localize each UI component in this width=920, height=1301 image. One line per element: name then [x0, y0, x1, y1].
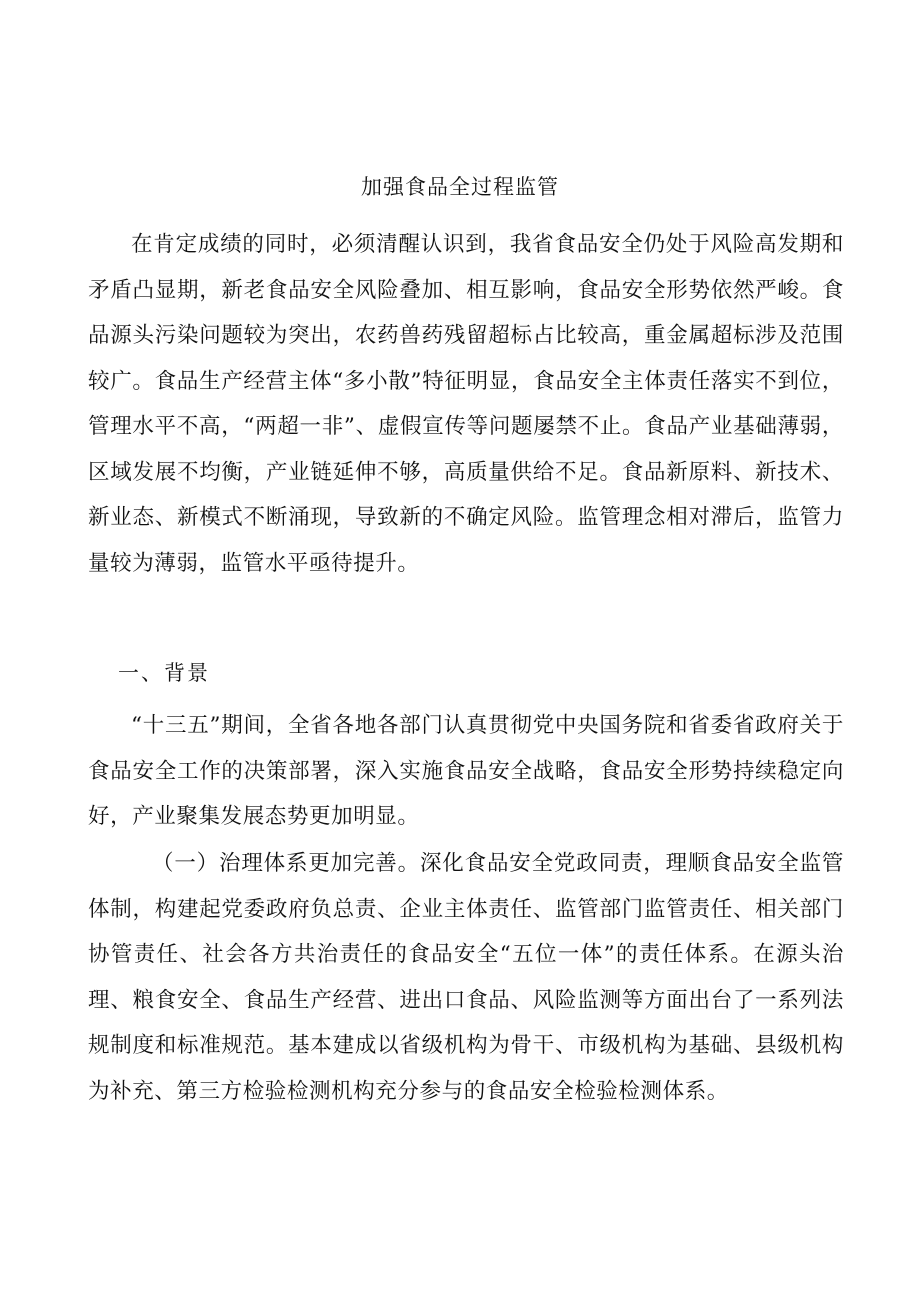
paragraph-background: “十三五”期间，全省各地各部门认真贯彻党中央国务院和省委省政府关于食品安全工作的决策部署，深入实施食品安全战略，食品安全形势持续稳定向好，产业聚集发展态势更加明显。 — [88, 713, 844, 829]
section-heading-background: 一、背景 — [118, 661, 210, 685]
paragraph-risk-situation: 在肯定成绩的同时，必须清醒认识到，我省食品安全仍处于风险高发期和矛盾凸显期，新老食品安全风险叠加、相互影响，食品安全形势依然严峻。食品源头污染问题较为突出，农药兽药残留超标占比较高，重金属超标涉及范围较广。食品生产经营主体“多小散”特征明显，食品安全主体责任落实不到位，管理水平不高，“两超一非”、虚假宣传等问题屡禁不止。食品产业基础薄弱，区域发展不均衡，产业链延伸不够，高质量供给不足。食品新原料、新技术、新业态、新模式不断涌现，导致新的不确定风险。监管理念相对滞后，监管力量较为薄弱，监管水平亟待提升。 — [88, 232, 844, 576]
paragraph-governance-system: （一）治理体系更加完善。深化食品安全党政同责，理顺食品安全监管体制，构建起党委政府负总责、企业主体责任、监管部门监管责任、相关部门协管责任、社会各方共治责任的食品安全“五位一体”的责任体系。在源头治理、粮食安全、食品生产经营、进出口食品、风险监测等方面出台了一系列法规制度和标准规范。基本建成以省级机构为骨干、市级机构为基础、县级机构为补充、第三方检验检测机构充分参与的食品安全检验检测体系。 — [88, 851, 844, 1104]
document-title: 加强食品全过程监管 — [361, 175, 559, 199]
